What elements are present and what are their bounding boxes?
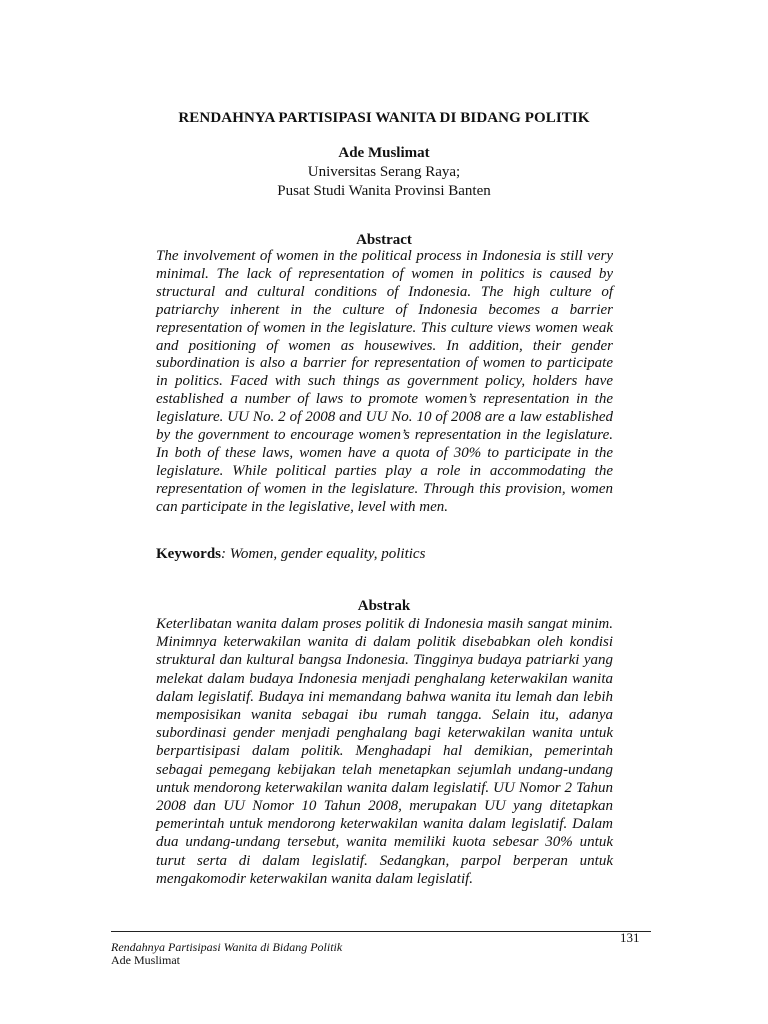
page-number: 131 — [620, 930, 640, 945]
keywords-text: : Women, gender equality, politics — [221, 546, 426, 562]
footer-divider — [111, 931, 651, 932]
author-block — [0, 144, 768, 201]
keywords-line — [156, 546, 425, 563]
abstrak-text: Keterlibatan wanita dalam proses politik di Indonesia masih sangat minim. Minimnya keterwakilan wanita di dalam politik disebabkan oleh kondisi struktural dan kultural bangsa Indonesia. Tingginya budaya patriarki yang melekat dalam budaya Indonesia menjadi penghalang keterwakilan wanita dalam legislatif. Budaya ini memandang bahwa wanita itu lemah dan lebih memposisikan wanita sebagai ibu rumah tangga. Selain itu, adanya subordinasi gender menjadi penghalang bagi keterwakilan wanita untuk berpartisipasi dalam politik. Menghadapi hal demikian, pemerintah sebagai pemegang kebijakan telah menetapkan sejumlah undang-undang untuk mendorong keterwakilan wanita dalam legislatif. UU Nomor 2 Tahun 2008 dan UU Nomor 10 Tahun 2008, merupakan UU yang ditetapkan pemerintah untuk mendorong keterwakilan wanita dalam legislatif. Dalam dua undang-undang tersebut, wanita memiliki kuota sebesar 30% untuk turut serta di dalam legislatif. Sedangkan, parpol berperan untuk mengakomodir keterwakilan wanita dalam legislatif. — [156, 616, 613, 887]
author-affiliation: Universitas Serang Raya; — [307, 164, 461, 180]
author-affiliation-secondary: Pusat Studi Wanita Provinsi Banten — [277, 183, 491, 199]
author-name: Ade Muslimat — [338, 145, 430, 161]
footer-running-title: Rendahnya Partisipasi Wanita di Bidang Politik — [111, 940, 343, 954]
footer-running-author: Ade Muslimat — [111, 953, 180, 967]
abstract-heading: Abstract — [356, 232, 412, 248]
abstract-text: The involvement of women in the political process in Indonesia is still very minimal. The lack of representation of women in politics is caused by structural and cultural conditions of Indonesia. The high culture of patriarchy inherent in the culture of Indonesia becomes a barrier representation of women in the legislature. This culture views women weak and positioning of women as housewives. In addition, their gender subordination is also a barrier for representation of women to participate in politics. Faced with such things as government policy, holders have established a number of laws to promote women’s representation in the legislature. UU No. 2 of 2008 and UU No. 10 of 2008 are a law established by the government to encourage women’s representation in the legislature. In both of these laws, women have a quota of 30% to participate in the legislature. While political parties play a role in accommodating the representation of women in the legislature. Through this provision, women can participate in the legislative, level with men. — [156, 248, 613, 515]
abstrak-heading: Abstrak — [357, 598, 411, 614]
paper-title: RENDAHNYA PARTISIPASI WANITA DI BIDANG POLITIK — [178, 110, 590, 126]
keywords-label: Keywords — [156, 546, 221, 562]
